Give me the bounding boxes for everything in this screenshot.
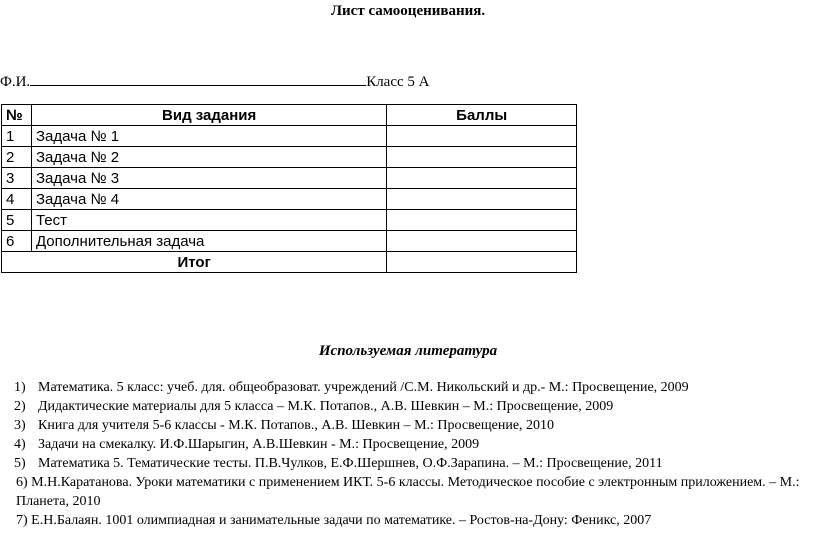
list-item [0,435,816,454]
row-task: Задача № 3 [31,168,386,189]
table-row [2,231,577,252]
row-task: Задача № 1 [31,126,386,147]
row-score-cell[interactable] [387,126,577,147]
list-item [0,416,816,435]
literature-list [0,378,816,530]
row-num: 5 [2,210,32,231]
list-item: 7) Е.Н.Балаян. 1001 олимпиадная и занимательные задачи по математике. – Ростов-на-Дону: Феникс, 2007 [16,513,652,528]
list-item [0,397,816,416]
list-item-text: Математика 5. Тематические тесты. П.В.Чулков, Е.Ф.Шершнев, О.Ф.Зарапина. – М.: Просвещение, 2011 [38,456,663,471]
row-score-cell[interactable] [387,147,577,168]
literature-title: Используемая литература [318,343,498,359]
table-header-row [2,105,577,126]
row-score-cell[interactable] [387,189,577,210]
row-score-cell[interactable] [387,168,577,189]
fio-blank-line[interactable] [30,71,366,86]
list-item-text: Дидактические материалы для 5 класса – М.К. Потапов., А.В. Шевкин – М.: Просвещение, 2009 [38,399,614,414]
row-num: 4 [2,189,32,210]
row-num: 6 [2,231,32,252]
row-task: Задача № 2 [31,147,386,168]
header-num: № [2,105,32,126]
total-score-cell[interactable] [387,252,577,273]
list-item-text: Математика. 5 класс: учеб. для. общеобразоват. учреждений /С.М. Никольский и др.- М.: Просвещение, 2009 [38,380,689,395]
row-num: 1 [2,126,32,147]
row-task: Дополнительная задача [31,231,386,252]
total-row [2,252,577,273]
list-item-number: 5) [14,456,26,471]
list-item-text: Книга для учителя 5-6 классы - М.К. Потапов., А.В. Шевкин – М.: Просвещение, 2010 [38,418,555,433]
row-num: 2 [2,147,32,168]
class-label: Класс 5 А [366,74,430,90]
row-task: Тест [31,210,386,231]
table-row [2,210,577,231]
header-score: Баллы [387,105,577,126]
list-item-number: 2) [14,399,26,414]
list-item-number: 3) [14,418,26,433]
total-label: Итог [2,252,387,273]
list-item [0,454,816,473]
table-row [2,189,577,210]
header-task: Вид задания [31,105,386,126]
list-item: 6) М.Н.Каратанова. Уроки математики с применением ИКТ. 5-6 классы. Методическое пособие с электронным приложением. – М.: Планета, 2010 [16,475,800,509]
table-row [2,168,577,189]
student-info-line [0,71,429,91]
row-score-cell[interactable] [387,210,577,231]
self-assessment-table [1,104,577,273]
page-title: Лист самооценивания. [330,3,486,19]
row-num: 3 [2,168,32,189]
fio-label: Ф.И. [0,74,31,90]
table-row [2,147,577,168]
list-item-text: Задачи на смекалку. И.Ф.Шарыгин, А.В.Шевкин - М.: Просвещение, 2009 [38,437,480,452]
list-item-number: 4) [14,437,26,452]
row-score-cell[interactable] [387,231,577,252]
list-item-number: 1) [14,380,26,395]
list-item [0,378,816,397]
table-row [2,126,577,147]
row-task: Задача № 4 [31,189,386,210]
